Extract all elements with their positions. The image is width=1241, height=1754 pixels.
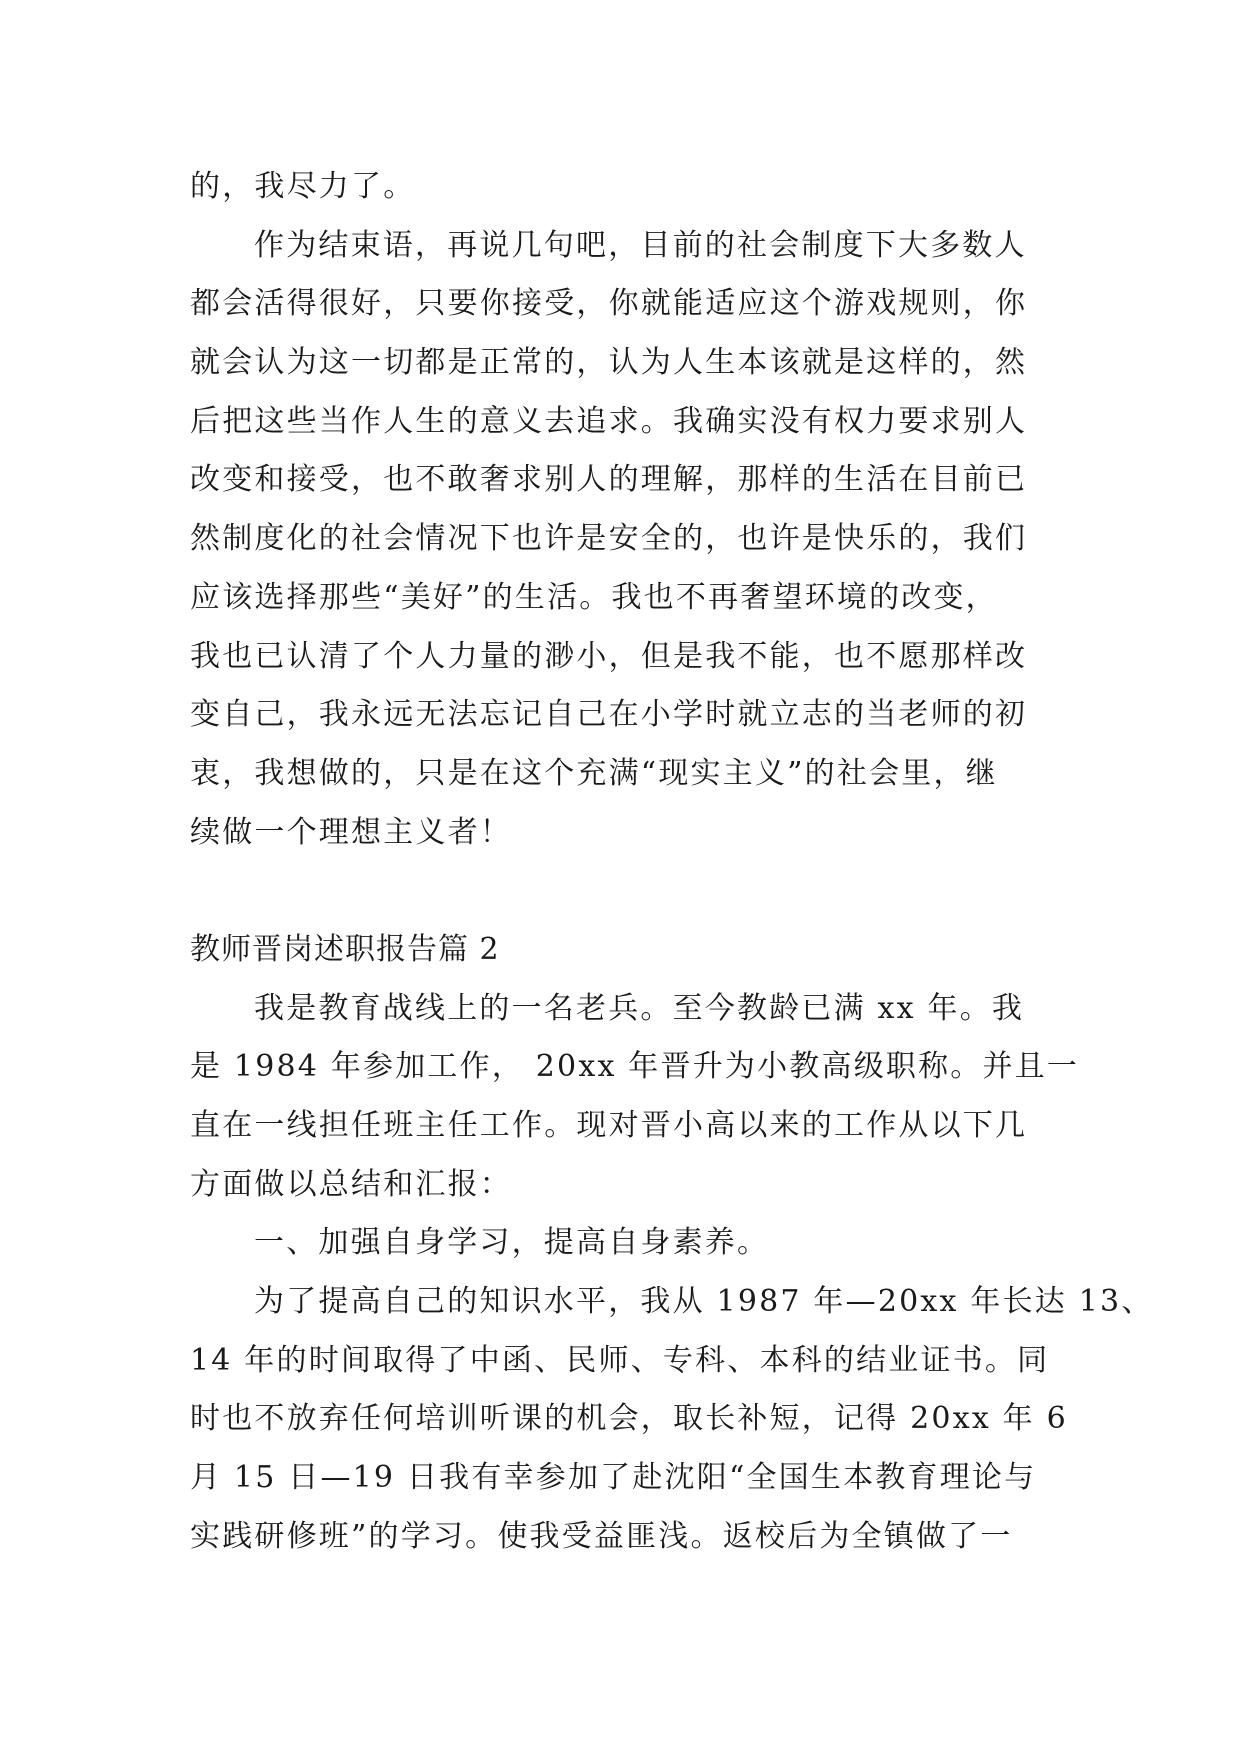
paragraph-line: 直在一线担任班主任工作。现对晋小高以来的工作从以下几 xyxy=(190,1108,1028,1143)
paragraph-line: 是 1984 年参加工作， 20xx 年晋升为小教高级职称。并且一 xyxy=(190,1049,1080,1085)
paragraph-line: 改变和接受，也不敢奢求别人的理解，那样的生活在目前已 xyxy=(190,462,1028,498)
paragraph-line: 都会活得很好，只要你接受，你就能适应这个游戏规则，你 xyxy=(190,286,1028,322)
section-gap xyxy=(190,862,1050,921)
paragraph-line: 然制度化的社会情况下也许是安全的，也许是快乐的，我们 xyxy=(190,521,1028,557)
document-body xyxy=(190,158,1154,1567)
paragraph-line: 衷，我想做的，只是在这个充满“现实主义”的社会里，继 xyxy=(190,755,998,791)
paragraph-line: 就会认为这一切都是正常的，认为人生本该就是这样的，然 xyxy=(190,345,1028,381)
subsection-heading: 一、加强自身学习，提高自身素养。 xyxy=(254,1225,770,1261)
section-heading: 教师晋岗述职报告篇 2 xyxy=(190,931,500,967)
paragraph-line: 实践研修班”的学习。使我受益匪浅。返校后为全镇做了一 xyxy=(190,1518,1013,1554)
paragraph-line: 后把这些当作人生的意义去追求。我确实没有权力要求别人 xyxy=(190,403,1028,439)
paragraph-line: 我也已认清了个人力量的渺小，但是我不能，也不愿那样改 xyxy=(190,638,1028,674)
paragraph-line: 为了提高自己的知识水平，我从 1987 年—20xx 年长达 13、 xyxy=(254,1284,1154,1320)
paragraph-line: 变自己，我永远无法忘记自己在小学时就立志的当老师的初 xyxy=(190,697,1028,733)
paragraph-line: 我是教育战线上的一名老兵。至今教龄已满 xx 年。我 xyxy=(254,990,1025,1026)
paragraph-line: 应该选择那些“美好”的生活。我也不再奢望环境的改变， xyxy=(190,579,998,615)
paragraph-line: 时也不放弃任何培训听课的机会，取长补短，记得 20xx 年 6 xyxy=(190,1401,1068,1437)
paragraph-line: 的，我尽力了。 xyxy=(190,169,416,204)
paragraph-line: 月 15 日—19 日我有幸参加了赴沈阳“全国生本教育理论与 xyxy=(190,1460,1037,1496)
paragraph-line: 14 年的时间取得了中函、民师、专科、本科的结业证书。同 xyxy=(190,1342,1050,1378)
paragraph-line: 方面做以总结和汇报： xyxy=(190,1166,512,1202)
paragraph-line: 续做一个理想主义者！ xyxy=(190,814,512,850)
paragraph-line: 作为结束语，再说几句吧，目前的社会制度下大多数人 xyxy=(254,227,1027,263)
